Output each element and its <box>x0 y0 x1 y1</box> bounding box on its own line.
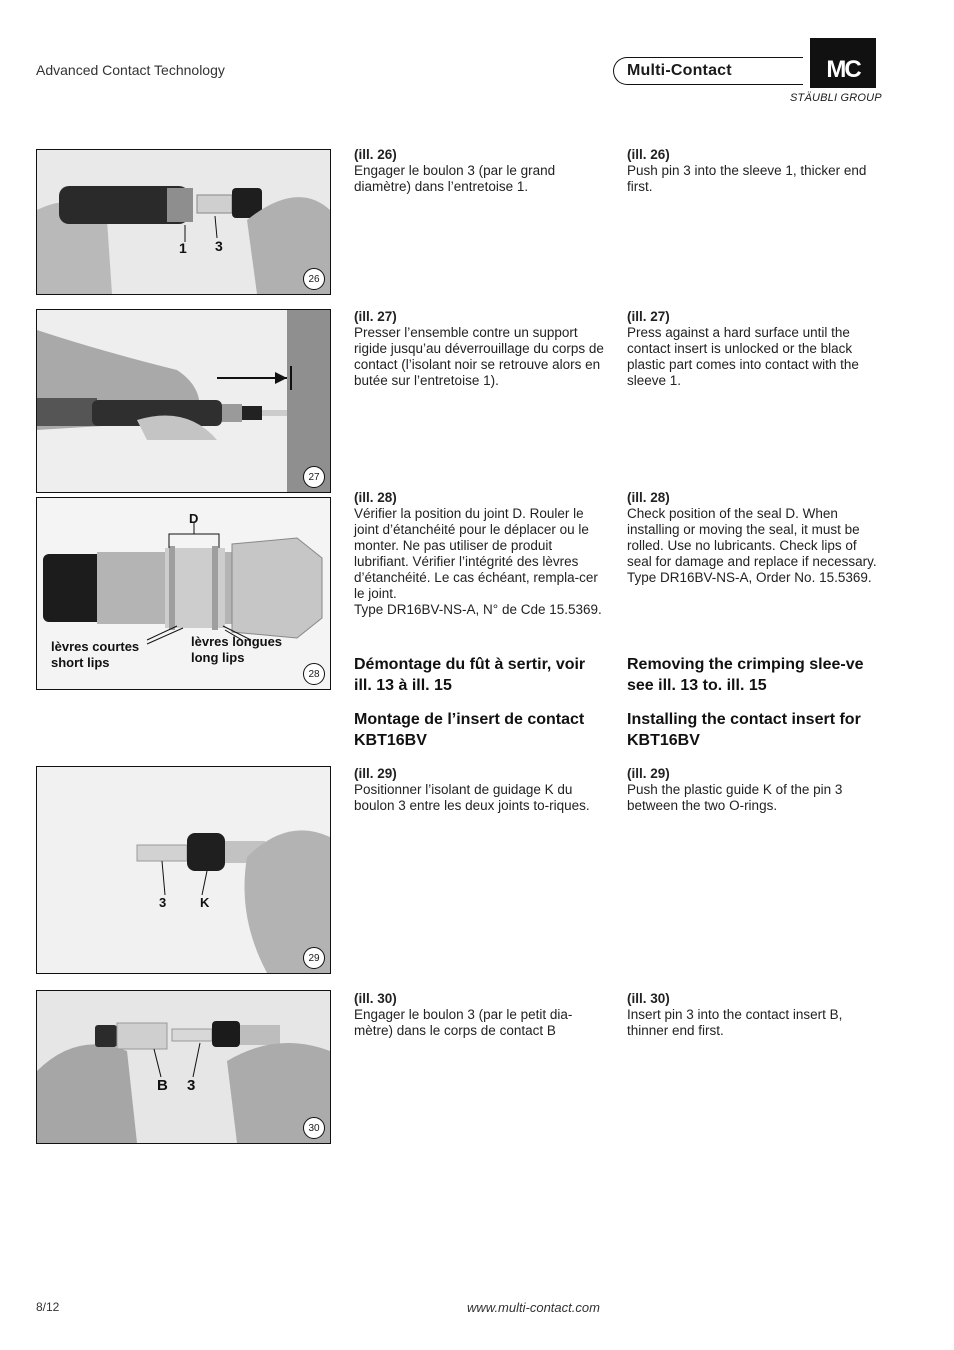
step-27-fr-title: (ill. 27) <box>354 309 397 324</box>
step-27-en-title: (ill. 27) <box>627 309 670 324</box>
step-26-fr-text: Engager le boulon 3 (par le grand diamètre) dans l’entretoise 1. <box>354 163 556 194</box>
figure-28-label-long-en: long lips <box>191 650 245 665</box>
page-number: 8/12 <box>36 1300 60 1314</box>
step-28-en-text: Check position of the seal D. When installing or moving the seal, it must be rolled. Use no lubricants. Check lips of seal for damage and replace if necessary. <box>627 506 877 569</box>
figure-28-label-short-fr: lèvres courtes <box>51 639 140 654</box>
mc-logo-text: MC <box>826 56 860 83</box>
figure-28 <box>36 497 331 690</box>
step-27-en <box>627 309 877 389</box>
figure-26-label-1: 1 <box>179 240 187 256</box>
figure-28-label-short-en: short lips <box>51 655 110 670</box>
step-30-fr <box>354 991 604 1039</box>
step-29-fr <box>354 766 604 814</box>
step-28-fr-type: Type DR16BV-NS-A, N° de Cde 15.5369. <box>354 602 602 617</box>
figure-28-label-d: D <box>189 511 199 526</box>
brand-name: Multi-Contact <box>627 62 732 79</box>
step-29-fr-title: (ill. 29) <box>354 766 397 781</box>
step-26-en-title: (ill. 26) <box>627 147 670 162</box>
step-28-fr-text: Vérifier la position du joint D. Rouler le joint d’étanchéité pour le déplacer ou le monter. Ne pas utiliser de produit lubrifiant. Vérifier l’intégrité des lèvres d’étanchéité. Le cas échéant, rempla-cer le joint. <box>354 506 598 601</box>
heading-en-installing: Installing the contact insert for KBT16BV <box>627 711 861 749</box>
figure-27-number: 27 <box>303 466 325 488</box>
step-30-en <box>627 991 877 1039</box>
header-tagline: Advanced Contact Technology <box>36 62 225 78</box>
step-27-en-text: Press against a hard surface until the contact insert is unlocked or the black plastic part comes into contact with the sleeve 1. <box>627 325 859 388</box>
step-30-en-title: (ill. 30) <box>627 991 670 1006</box>
step-28-en-title: (ill. 28) <box>627 490 670 505</box>
website-link[interactable]: www.multi-contact.com <box>467 1300 600 1315</box>
photo-pin-into-insert <box>37 991 330 1143</box>
heading-fr-removing: Démontage du fût à sertir, voir ill. 13 à ill. 15 <box>354 656 586 694</box>
figure-29-label-k: K <box>200 895 210 910</box>
heading-fr-installing: Montage de l’insert de contact KBT16BV <box>354 711 585 749</box>
figure-28-label-long-fr: lèvres longues <box>191 634 283 649</box>
group-name: STÄUBLI GROUP <box>790 92 882 104</box>
step-28-en <box>627 490 879 586</box>
step-26-fr <box>354 147 604 195</box>
figure-29 <box>36 766 331 974</box>
step-28-en-type: Type DR16BV-NS-A, Order No. 15.5369. <box>627 570 872 585</box>
photo-press-against-surface <box>37 310 330 492</box>
figure-26 <box>36 149 331 295</box>
figure-26-number: 26 <box>303 268 325 290</box>
mc-logo <box>810 38 876 88</box>
step-27-fr <box>354 309 604 389</box>
step-29-en-text: Push the plastic guide K of the pin 3 between the two O-rings. <box>627 782 843 813</box>
step-26-en-text: Push pin 3 into the sleeve 1, thicker end first. <box>627 163 867 194</box>
figure-30 <box>36 990 331 1144</box>
figure-30-number: 30 <box>303 1117 325 1139</box>
step-29-fr-text: Positionner l’isolant de guidage K du boulon 3 entre les deux joints to-riques. <box>354 782 590 813</box>
step-27-fr-text: Presser l’ensemble contre un support rigide jusqu’au déverrouillage du corps de contact (l’isolant noir se retrouve alors en butée sur l’entretoise 1). <box>354 325 604 388</box>
step-29-en-title: (ill. 29) <box>627 766 670 781</box>
step-26-fr-title: (ill. 26) <box>354 147 397 162</box>
step-30-fr-text: Engager le boulon 3 (par le petit dia-mètre) dans le corps de contact B <box>354 1007 573 1038</box>
photo-plastic-guide <box>37 767 330 973</box>
figure-30-label-3: 3 <box>187 1077 196 1094</box>
step-30-fr-title: (ill. 30) <box>354 991 397 1006</box>
step-29-en <box>627 766 877 814</box>
figure-30-label-b: B <box>157 1077 168 1094</box>
figure-29-label-3: 3 <box>159 895 167 910</box>
figure-26-label-3: 3 <box>215 238 223 254</box>
step-30-en-text: Insert pin 3 into the contact insert B, thinner end first. <box>627 1007 843 1038</box>
step-26-en <box>627 147 877 195</box>
figure-28-number: 28 <box>303 663 325 685</box>
heading-en-removing: Removing the crimping slee-ve see ill. 13 to. ill. 15 <box>627 656 864 694</box>
step-28-fr-title: (ill. 28) <box>354 490 397 505</box>
step-28-fr <box>354 490 606 618</box>
figure-29-number: 29 <box>303 947 325 969</box>
figure-27 <box>36 309 331 493</box>
photo-pin-into-sleeve <box>37 150 330 294</box>
